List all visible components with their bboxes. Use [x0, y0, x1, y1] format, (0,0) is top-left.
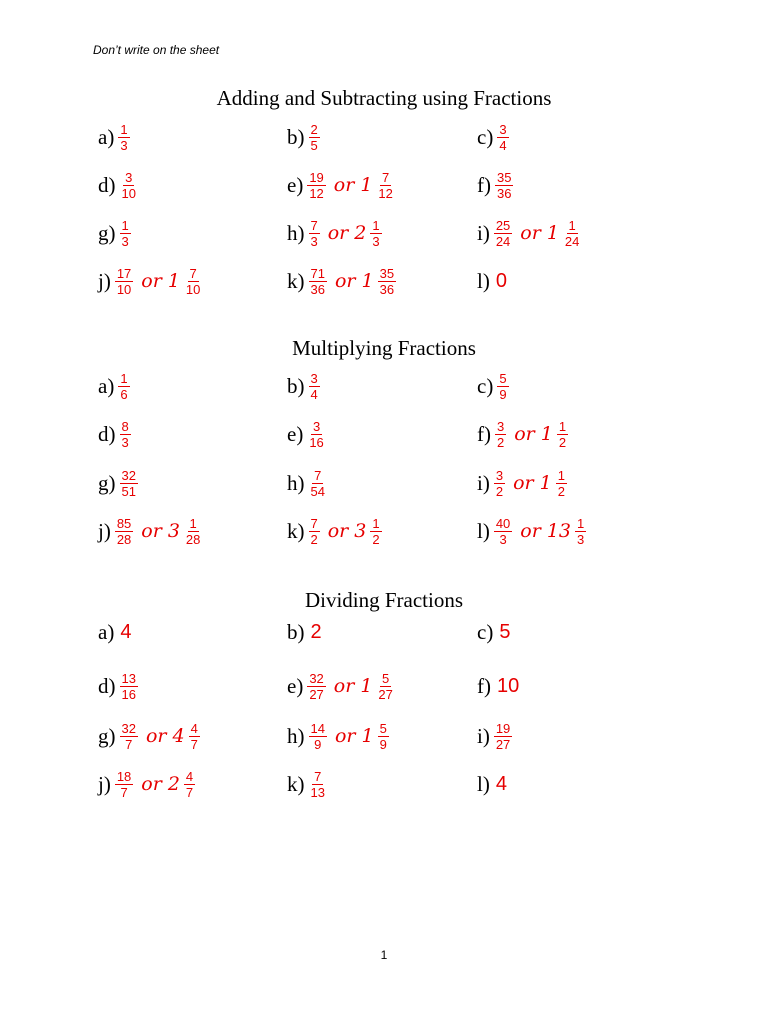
answer-value: 10 — [497, 674, 520, 697]
fraction-numerator: 3 — [495, 467, 504, 483]
fraction — [307, 671, 325, 702]
answer-label: j) — [98, 518, 111, 543]
answer-item — [477, 259, 507, 303]
section-title: Multiplying Fractions — [292, 336, 476, 360]
fraction — [118, 371, 129, 402]
answer-label: b) — [287, 373, 305, 398]
answer-label: j) — [98, 771, 111, 796]
fraction — [376, 671, 394, 702]
fraction-numerator: 32 — [121, 467, 136, 483]
fraction — [309, 218, 320, 249]
answer-item — [287, 509, 384, 553]
fraction-numerator: 32 — [121, 720, 136, 736]
fraction-denominator: 27 — [378, 686, 393, 702]
fraction — [307, 419, 325, 450]
page-number: 1 — [380, 948, 388, 962]
answer-label: g) — [98, 470, 116, 495]
fraction-denominator: 36 — [497, 185, 512, 201]
fraction-numerator: 35 — [497, 169, 512, 185]
fraction-numerator: 1 — [120, 370, 128, 386]
fraction — [370, 218, 381, 249]
answer-label: k) — [287, 771, 305, 796]
answer-label: k) — [287, 268, 305, 293]
fraction — [495, 419, 506, 450]
fraction-numerator: 3 — [310, 370, 318, 386]
answer-label: i) — [477, 723, 490, 748]
answer-item — [98, 509, 204, 553]
fraction-numerator: 5 — [499, 370, 507, 386]
or-connector: or — [141, 773, 162, 795]
fraction-denominator: 3 — [372, 233, 380, 249]
fraction-numerator: 1 — [372, 217, 380, 233]
fraction-denominator: 2 — [372, 531, 380, 547]
answer-item — [477, 211, 583, 255]
fraction — [120, 721, 138, 752]
or-connector: or — [520, 222, 541, 244]
fraction-denominator: 16 — [121, 686, 136, 702]
answer-label: h) — [287, 220, 305, 245]
fraction-numerator: 35 — [379, 265, 395, 281]
mixed-whole-number: 3 — [354, 520, 367, 542]
fraction-denominator: 3 — [499, 531, 507, 547]
fraction-denominator: 51 — [121, 483, 136, 499]
fraction — [370, 516, 381, 547]
answer-item — [287, 412, 328, 456]
answer-label: g) — [98, 220, 116, 245]
answer-item — [287, 259, 398, 303]
answer-label: i) — [477, 220, 490, 245]
fraction — [494, 218, 512, 249]
fraction-numerator: 1 — [557, 467, 565, 483]
answer-item — [477, 762, 507, 806]
answer-label: e) — [287, 673, 304, 698]
answer-value: 2 — [310, 620, 322, 643]
answer-item — [477, 509, 588, 553]
mixed-whole-number: 1 — [546, 222, 559, 244]
fraction-denominator: 2 — [497, 434, 505, 450]
answer-value: 5 — [499, 620, 511, 643]
answer-item — [98, 364, 132, 408]
fraction-numerator: 8 — [121, 418, 129, 434]
fraction-numerator: 7 — [314, 467, 322, 483]
or-connector: or — [141, 270, 162, 292]
fraction — [497, 122, 508, 153]
fraction-denominator: 10 — [121, 185, 136, 201]
answer-label: d) — [98, 172, 116, 197]
answer-label: a) — [98, 619, 115, 644]
answer-item — [287, 610, 322, 654]
section-title: Dividing Fractions — [304, 588, 464, 612]
mixed-whole-number: 3 — [167, 520, 180, 542]
answer-label: b) — [287, 124, 305, 149]
fraction-numerator: 32 — [309, 670, 324, 686]
fraction-numerator: 5 — [379, 720, 387, 736]
fraction — [309, 516, 320, 547]
fraction-denominator: 13 — [310, 784, 325, 800]
fraction-numerator: 1 — [189, 515, 197, 531]
fraction-denominator: 3 — [120, 137, 128, 153]
mixed-whole-number: 2 — [354, 222, 367, 244]
fraction-numerator: 7 — [310, 515, 318, 531]
or-connector: or — [520, 520, 541, 542]
fraction — [184, 769, 195, 800]
answer-label: f) — [477, 673, 491, 698]
fraction — [120, 170, 138, 201]
fraction-numerator: 19 — [495, 720, 511, 736]
fraction-denominator: 54 — [310, 483, 325, 499]
fraction-numerator: 4 — [190, 720, 198, 736]
fraction-numerator: 7 — [382, 169, 390, 185]
answer-item — [477, 714, 514, 758]
fraction — [309, 266, 327, 297]
fraction-denominator: 10 — [116, 281, 132, 297]
fraction-denominator: 3 — [121, 434, 129, 450]
answer-item — [287, 714, 391, 758]
fraction — [120, 419, 131, 450]
fraction-denominator: 10 — [185, 281, 201, 297]
fraction-denominator: 4 — [499, 137, 507, 153]
or-connector: or — [145, 725, 167, 747]
fraction-numerator: 71 — [310, 265, 325, 281]
fraction-numerator: 3 — [497, 418, 505, 434]
fraction-denominator: 3 — [577, 531, 585, 547]
header-note: Don’t write on the sheet — [93, 43, 220, 57]
fraction-denominator: 2 — [495, 483, 504, 499]
answer-item — [287, 364, 322, 408]
fraction — [184, 516, 202, 547]
fraction-denominator: 9 — [314, 736, 322, 752]
fraction-numerator: 4 — [185, 768, 194, 784]
fraction — [309, 721, 327, 752]
mixed-whole-number: 1 — [540, 423, 553, 445]
fraction-numerator: 14 — [310, 720, 325, 736]
fraction-denominator: 6 — [120, 386, 128, 402]
fraction-denominator: 27 — [309, 686, 324, 702]
answer-label: d) — [98, 421, 116, 446]
mixed-whole-number: 1 — [361, 270, 374, 292]
mixed-whole-number: 2 — [167, 773, 180, 795]
fraction-denominator: 9 — [499, 386, 507, 402]
fraction-numerator: 1 — [558, 418, 567, 434]
fraction-numerator: 3 — [312, 418, 321, 434]
fraction — [575, 516, 586, 547]
fraction-denominator: 4 — [310, 386, 318, 402]
answer-label: k) — [287, 518, 305, 543]
or-connector: or — [514, 423, 535, 445]
fraction-denominator: 36 — [310, 281, 325, 297]
fraction-denominator: 28 — [116, 531, 132, 547]
fraction — [309, 769, 327, 800]
fraction — [115, 516, 133, 547]
fraction — [120, 671, 138, 702]
fraction-denominator: 5 — [310, 137, 318, 153]
answer-label: c) — [477, 373, 494, 398]
answer-value: 4 — [495, 772, 507, 795]
fraction-numerator: 1 — [120, 121, 128, 137]
answer-item — [98, 115, 132, 159]
or-connector: or — [334, 270, 356, 292]
mixed-whole-number: 13 — [546, 520, 572, 542]
answer-label: a) — [98, 124, 115, 149]
answer-label: a) — [98, 373, 115, 398]
answer-item — [98, 412, 133, 456]
fraction-denominator: 7 — [185, 784, 194, 800]
fraction — [494, 468, 505, 499]
or-connector: or — [334, 725, 356, 747]
mixed-whole-number: 1 — [360, 675, 373, 697]
fraction-numerator: 3 — [499, 121, 507, 137]
fraction-numerator: 18 — [116, 768, 132, 784]
answer-value: 0 — [495, 269, 507, 292]
fraction — [556, 468, 567, 499]
answer-item — [287, 762, 329, 806]
fraction-numerator: 1 — [577, 515, 585, 531]
answer-value: 4 — [120, 620, 132, 643]
fraction-denominator: 27 — [495, 736, 511, 752]
fraction-numerator: 1 — [372, 515, 380, 531]
fraction-numerator: 7 — [189, 265, 197, 281]
mixed-whole-number: 1 — [539, 472, 552, 494]
answer-label: b) — [287, 619, 305, 644]
fraction-denominator: 12 — [309, 185, 324, 201]
fraction-numerator: 13 — [121, 670, 136, 686]
mixed-whole-number: 4 — [172, 725, 185, 747]
or-connector: or — [333, 675, 355, 697]
answer-item — [287, 461, 329, 505]
answer-item — [477, 664, 519, 708]
answer-label: l) — [477, 771, 490, 796]
answer-label: f) — [477, 421, 491, 446]
fraction-numerator: 19 — [309, 169, 324, 185]
fraction — [557, 419, 568, 450]
fraction-numerator: 5 — [382, 670, 390, 686]
fraction — [189, 721, 200, 752]
fraction-denominator: 3 — [121, 233, 129, 249]
fraction-denominator: 7 — [190, 736, 198, 752]
answer-item — [98, 461, 140, 505]
or-connector: or — [327, 222, 349, 244]
fraction-numerator: 3 — [125, 169, 133, 185]
answer-item — [287, 115, 322, 159]
answer-item — [287, 664, 397, 708]
answer-item — [98, 714, 202, 758]
answer-item — [98, 163, 140, 207]
answer-item — [477, 163, 515, 207]
answer-label: d) — [98, 673, 116, 698]
answer-label: h) — [287, 470, 305, 495]
answer-item — [98, 211, 133, 255]
fraction-denominator: 7 — [125, 736, 133, 752]
answer-item — [477, 610, 510, 654]
answer-item — [477, 364, 511, 408]
fraction — [376, 170, 394, 201]
answer-label: c) — [477, 619, 494, 644]
fraction-denominator: 2 — [558, 434, 567, 450]
fraction-numerator: 7 — [310, 217, 318, 233]
fraction — [563, 218, 581, 249]
fraction-denominator: 24 — [495, 233, 511, 249]
fraction — [494, 516, 512, 547]
answer-item — [98, 664, 140, 708]
fraction-denominator: 36 — [379, 281, 395, 297]
fraction-denominator: 24 — [564, 233, 580, 249]
answer-item — [477, 461, 569, 505]
fraction-numerator: 85 — [116, 515, 132, 531]
fraction-numerator: 7 — [314, 768, 322, 784]
fraction — [495, 170, 513, 201]
section-title: Adding and Subtracting using Fractions — [216, 86, 552, 110]
or-connector: or — [327, 520, 349, 542]
or-connector: or — [513, 472, 534, 494]
or-connector: or — [333, 174, 355, 196]
fraction-numerator: 25 — [495, 217, 511, 233]
fraction — [307, 170, 325, 201]
fraction — [120, 218, 131, 249]
answer-label: l) — [477, 268, 490, 293]
fraction-denominator: 7 — [120, 784, 128, 800]
fraction — [115, 769, 133, 800]
fraction — [118, 122, 129, 153]
fraction-denominator: 16 — [309, 434, 324, 450]
answer-label: i) — [477, 470, 490, 495]
answer-item — [287, 211, 384, 255]
fraction-numerator: 17 — [116, 265, 132, 281]
fraction-denominator: 12 — [378, 185, 393, 201]
answer-item — [287, 163, 397, 207]
mixed-whole-number: 1 — [167, 270, 180, 292]
fraction — [120, 468, 138, 499]
answer-label: e) — [287, 172, 304, 197]
answer-item — [98, 610, 131, 654]
answer-label: e) — [287, 421, 304, 446]
answer-label: l) — [477, 518, 490, 543]
answer-label: c) — [477, 124, 494, 149]
mixed-whole-number: 1 — [360, 174, 373, 196]
mixed-whole-number: 1 — [361, 725, 374, 747]
fraction — [309, 122, 320, 153]
answer-item — [98, 259, 204, 303]
fraction-numerator: 40 — [495, 515, 511, 531]
or-connector: or — [141, 520, 162, 542]
fraction-numerator: 1 — [121, 217, 129, 233]
answer-item — [477, 412, 570, 456]
fraction-denominator: 3 — [310, 233, 318, 249]
fraction-numerator: 2 — [310, 121, 318, 137]
fraction-denominator: 2 — [310, 531, 318, 547]
answer-item — [477, 115, 511, 159]
fraction — [378, 266, 396, 297]
answer-label: j) — [98, 268, 111, 293]
fraction — [115, 266, 133, 297]
fraction-numerator: 1 — [568, 217, 576, 233]
fraction — [494, 721, 512, 752]
fraction-denominator: 28 — [185, 531, 201, 547]
fraction — [184, 266, 202, 297]
answer-label: h) — [287, 723, 305, 748]
fraction — [309, 468, 327, 499]
fraction — [378, 721, 389, 752]
answer-label: f) — [477, 172, 491, 197]
fraction — [309, 371, 320, 402]
answer-label: g) — [98, 723, 116, 748]
fraction — [497, 371, 508, 402]
fraction-denominator: 9 — [379, 736, 387, 752]
fraction-denominator: 2 — [557, 483, 565, 499]
answer-item — [98, 762, 197, 806]
